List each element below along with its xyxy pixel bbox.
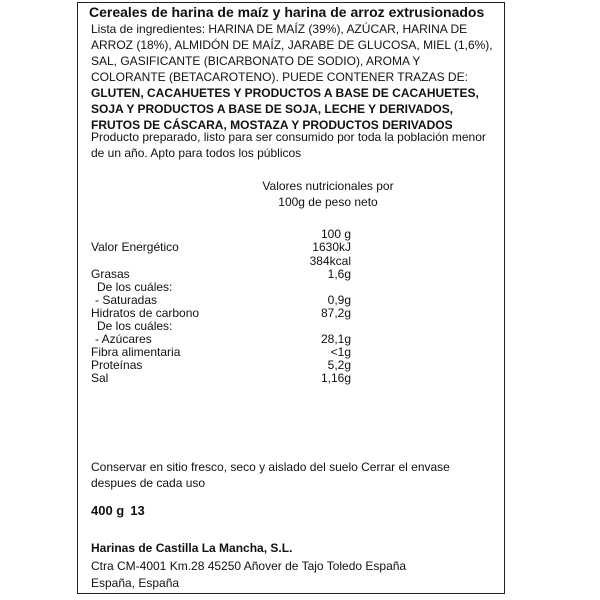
nutrition-label: - Saturadas	[95, 293, 158, 307]
nutrition-header-line1: Valores nutricionales por	[262, 179, 394, 193]
nutrition-label: De los cuáles:	[97, 319, 173, 333]
nutrition-value: 1630kJ	[312, 240, 351, 254]
prepared-note: Producto preparado, listo para ser consumido por toda la población menor de un año. Apto para todos los públicos	[91, 130, 486, 160]
company-address: Ctra CM-4001 Km.28 45250 Añover de Tajo Toledo España	[91, 559, 407, 573]
nutrition-label: Valor Energético	[91, 240, 179, 254]
ingredients-text: Lista de ingredientes: HARINA DE MAÍZ (39%), AZÚCAR, HARINA DE ARROZ (18%), ALMIDÓN DE MAÍZ, JARABE DE GLUCOSA, MIEL (1,6%), SAL, GASIFICANTE (BICARBONATO DE SODIO), AROMA Y COLORANTE (BETACAROTENO). PUEDE CONTENER TRAZAS DE:	[91, 22, 493, 84]
nutrition-label: - Azúcares	[95, 332, 152, 346]
nutrition-header	[253, 178, 403, 210]
nutrition-label: Fibra alimentaria	[91, 345, 181, 359]
nutrition-label: Hidratos de carbono	[91, 306, 200, 320]
nutrition-value: 5,2g	[327, 358, 351, 372]
nutrition-label: Grasas	[91, 267, 130, 281]
net-weight-line	[91, 503, 145, 518]
company-name: Harinas de Castilla La Mancha, S.L.	[91, 541, 293, 555]
nutrition-label: Proteínas	[91, 358, 143, 372]
nutrition-value: 100 g	[320, 227, 351, 241]
nutrition-value: 1,6g	[327, 267, 351, 281]
nutrition-value: 28,1g	[320, 332, 351, 346]
nutrition-value: <1g	[330, 345, 351, 359]
nutrition-row	[78, 240, 506, 255]
product-code: 13	[130, 503, 145, 518]
allergens-text: GLUTEN, CACAHUETES Y PRODUCTOS A BASE DE CACAHUETES, SOJA Y PRODUCTOS A BASE DE SOJA, LECHE Y DERIVADOS, FRUTOS DE CÁSCARA, MOSTAZA Y PRODUCTOS DERIVADOS	[91, 86, 479, 132]
nutrition-header-line2: 100g de peso neto	[278, 195, 378, 209]
ingredients-list	[91, 21, 496, 133]
nutrition-value: 0,9g	[327, 293, 351, 307]
product-label	[77, 2, 505, 594]
nutrition-label: Sal	[91, 371, 109, 385]
company-country: España, España	[91, 576, 180, 590]
nutrition-value: 384kcal	[309, 254, 351, 268]
nutrition-value: 1,16g	[320, 371, 351, 385]
nutrition-label: De los cuáles:	[97, 280, 173, 294]
storage-note: Conservar en sitio fresco, seco y aislado del suelo Cerrar el envase despues de cada uso	[91, 460, 450, 490]
net-weight: 400 g	[91, 503, 125, 518]
nutrition-row	[78, 371, 506, 386]
nutrition-value: 87,2g	[320, 306, 351, 320]
product-title: Cereales de harina de maíz y harina de arroz extrusionados	[89, 4, 485, 20]
